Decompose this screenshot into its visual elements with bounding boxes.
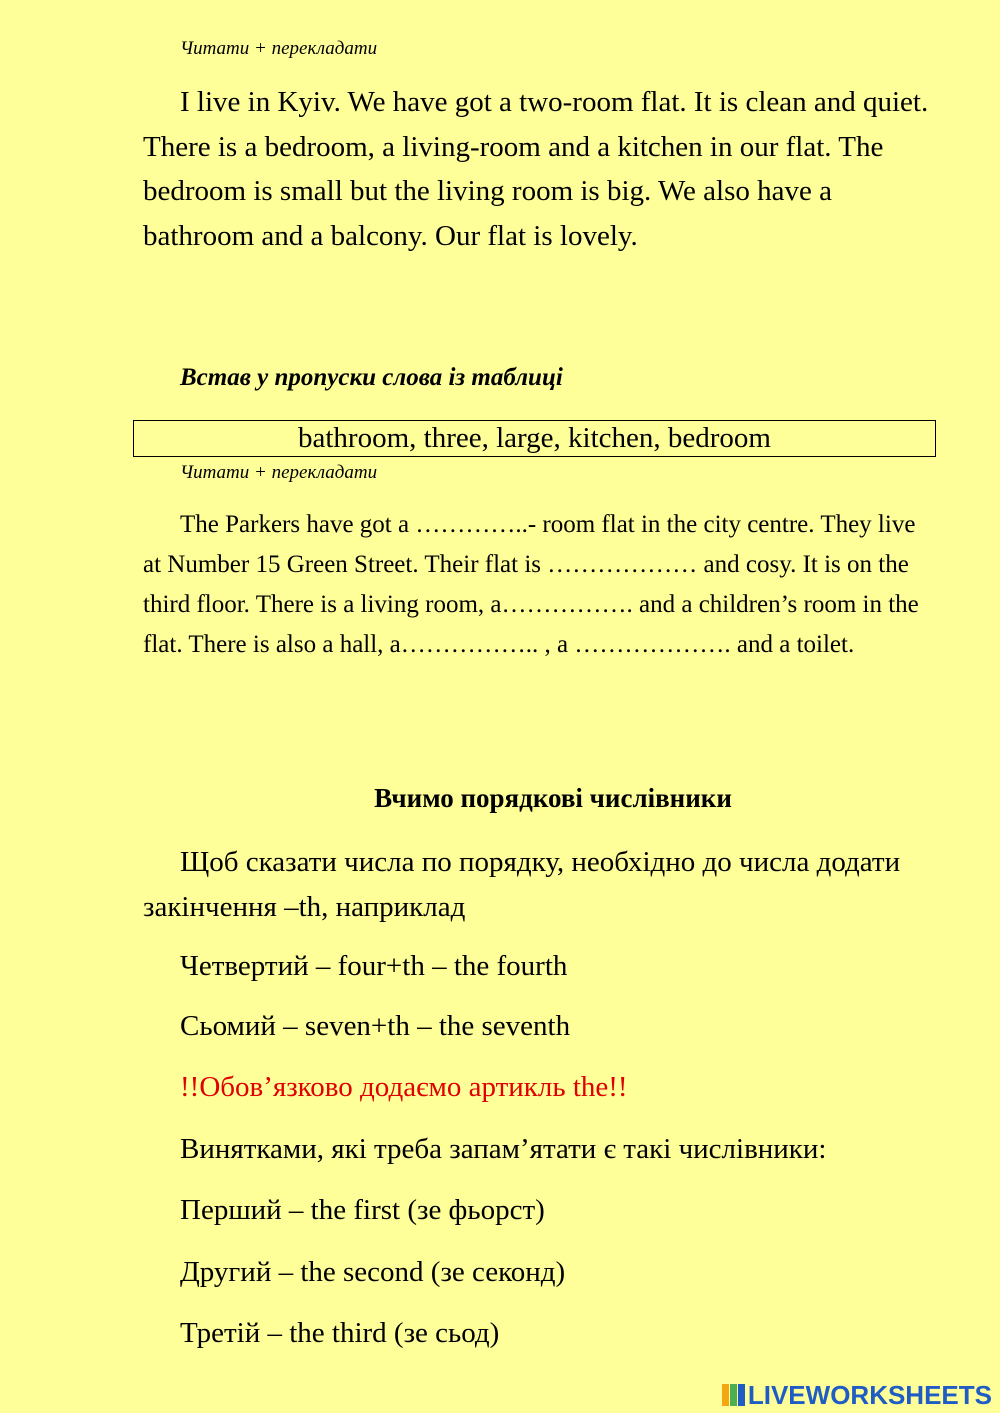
exception-third: Третій – the third (зе сьод) [180, 1317, 500, 1349]
section-title: Вчимо порядкові числівники [374, 783, 732, 813]
exception-second: Другий – the second (зе секонд) [180, 1256, 566, 1288]
liveworksheets-logo-text: LIVEWORKSHEETS [747, 1379, 992, 1410]
example-fourth: Четвертий – four+th – the fourth [180, 950, 568, 982]
word-bank-box: bathroom, three, large, kitchen, bedroom [133, 420, 936, 457]
instruction-note-read-translate: Читати + перекладати [180, 38, 378, 59]
exceptions-intro: Винятками, які треба запам’ятати є такі числівники: [180, 1133, 827, 1165]
exception-first: Перший – the first (зе фьорст) [180, 1194, 545, 1226]
instruction-note-read-translate-2: Читати + перекладати [180, 462, 378, 483]
article-warning: !!Обов’язково додаємо артикль the!! [180, 1071, 628, 1103]
liveworksheets-logo[interactable] [722, 1379, 992, 1410]
task-heading: Встав у пропуски слова із таблиці [180, 364, 563, 391]
gap-fill-paragraph: The Parkers have got a …………..- room flat in the city centre. They live at Number 15 Green Street. Their flat is ……………… and cosy. It is on the third floor. There is a living room, a……………. and a children’s room in the flat. There is also a hall, a…………….. , a ………………. and a toilet. [143, 511, 919, 658]
reading-paragraph: I live in Kyiv. We have got a two-room flat. It is clean and quiet. There is a bedroom, a living-room and a kitchen in our flat. The bedroom is small but the living room is big. We also have a bathroom and a balcony. Our flat is lovely. [143, 86, 929, 252]
example-seventh: Сьомий – seven+th – the seventh [180, 1010, 571, 1042]
ordinal-rule-intro: Щоб сказати числа по порядку, необхідно до числа додати закінчення –th, наприклад [143, 846, 901, 923]
liveworksheets-logo-icon [722, 1384, 745, 1406]
